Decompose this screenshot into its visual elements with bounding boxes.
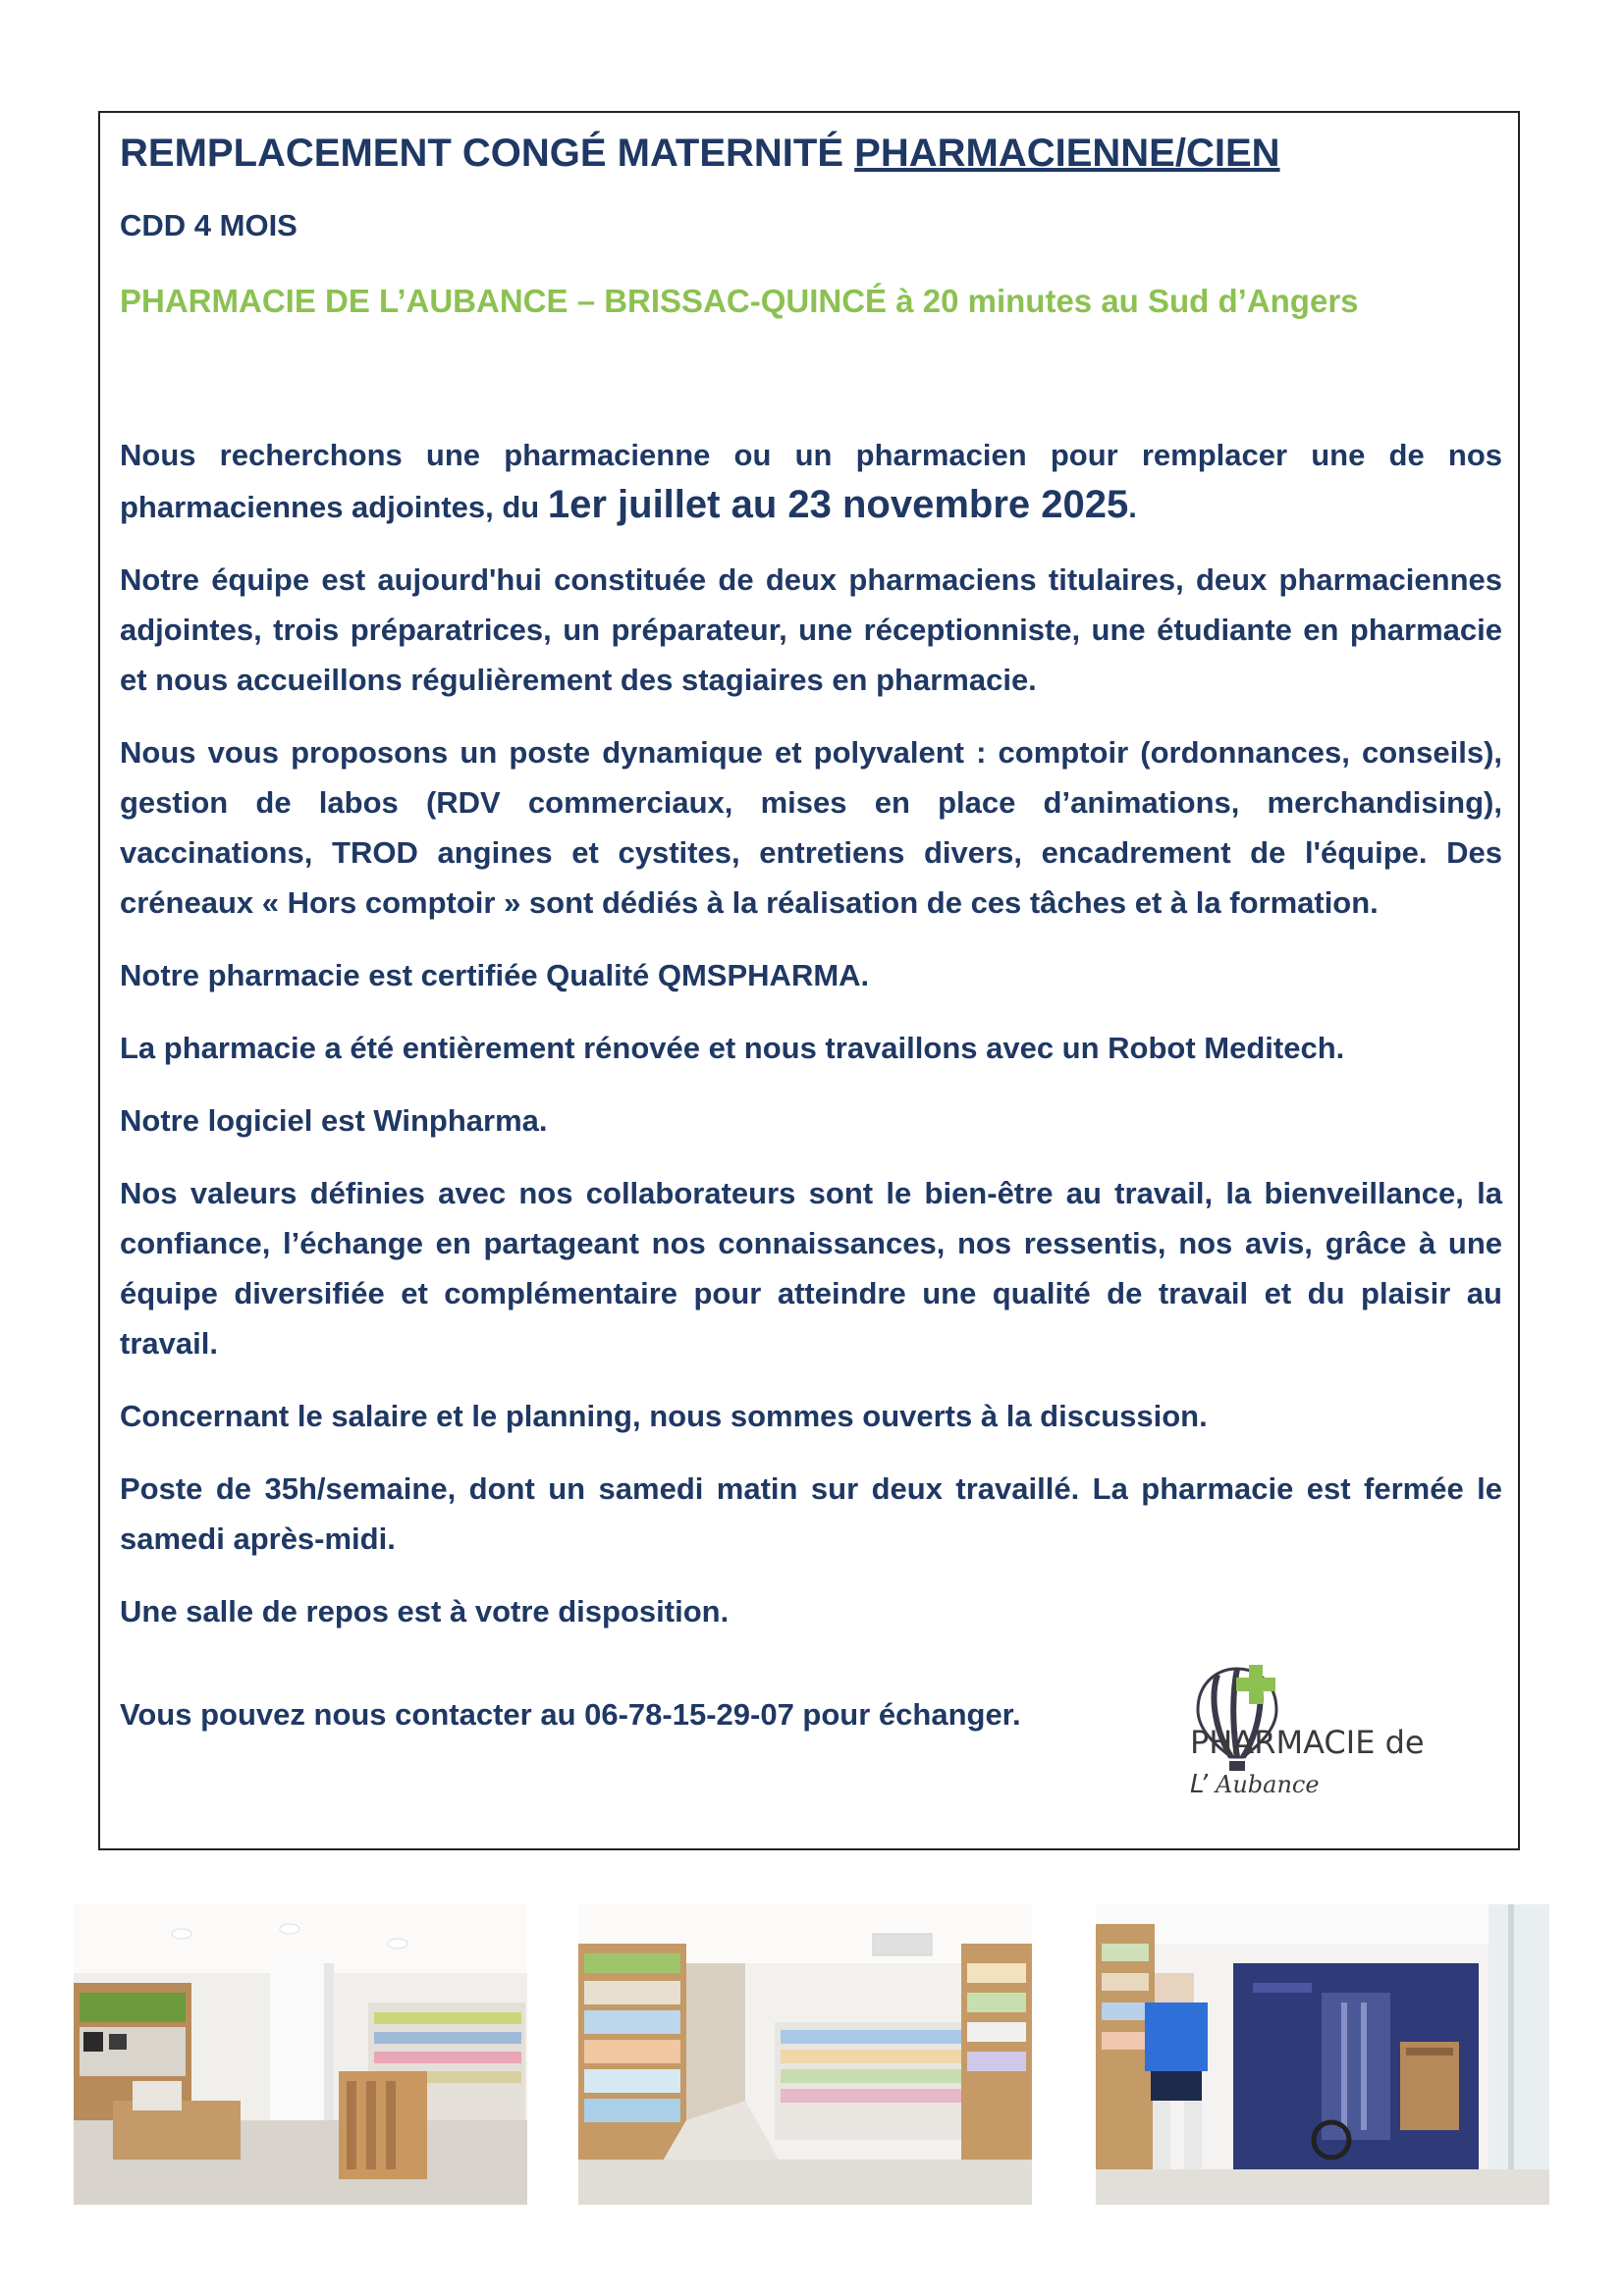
salary-paragraph: Concernant le salaire et le planning, nous sommes ouverts à la discussion.: [120, 1399, 1208, 1433]
cross-icon: [1236, 1665, 1275, 1704]
contract-type: CDD 4 MOIS: [120, 208, 298, 242]
photo-pharmacy-counter: [74, 1904, 527, 2205]
logo-line2-script: Aubance: [1216, 1771, 1320, 1798]
intro-text: Nous recherchons une pharmacienne ou un pharmacien pour remplacer une de nos pharmaciennes adjointes, du: [120, 438, 1502, 524]
intro-paragraph: [120, 430, 1502, 532]
software-paragraph: Notre logiciel est Winpharma.: [120, 1103, 548, 1138]
photo-pharmacy-aisle: [578, 1904, 1032, 2205]
contact-paragraph: Vous pouvez nous contacter au 06-78-15-29-07 pour échanger.: [120, 1697, 1021, 1732]
announcement-content: [120, 128, 1502, 1739]
intro-end: .: [1128, 490, 1137, 524]
break-room-paragraph: Une salle de repos est à votre disposition.: [120, 1594, 730, 1629]
role-paragraph: Nous vous proposons un poste dynamique et polyvalent : comptoir (ordonnances, conseils), gestion de labos (RDV commerciaux, mises en place d’animations, merchandising), vaccinations, TROD angines et cystites, entretiens divers, encadrement de l'équipe. Des créneaux « Hors comptoir » sont dédiés à la réalisation de ces tâches et à la formation.: [120, 735, 1502, 920]
pharmacy-logo: [1188, 1659, 1463, 1806]
renovation-paragraph: La pharmacie a été entièrement rénovée et nous travaillons avec un Robot Meditech.: [120, 1031, 1345, 1065]
page-title: [120, 128, 1502, 179]
team-paragraph: Notre équipe est aujourd'hui constituée de deux pharmaciens titulaires, deux pharmaciennes adjointes, trois préparatrices, un préparateur, une réceptionniste, une étudiante en pharmacie et nous accueillons régulièrement des stagiaires en pharmacie.: [120, 562, 1502, 697]
schedule-paragraph: Poste de 35h/semaine, dont un samedi matin sur deux travaillé. La pharmacie est fermée le samedi après-midi.: [120, 1471, 1502, 1556]
values-paragraph: Nos valeurs définies avec nos collaborateurs sont le bien-être au travail, la bienveillance, la confiance, l’échange en partageant nos connaissances, nos ressentis, nos avis, grâce à une équipe diversifiée et complémentaire pour atteindre une qualité de travail et du plaisir au travail.: [120, 1176, 1502, 1361]
logo-line1: PHARMACIE de: [1190, 1724, 1425, 1761]
intro-dates: 1er juillet au 23 novembre 2025: [547, 483, 1129, 526]
pharmacy-location: PHARMACIE DE L’AUBANCE – BRISSAC-QUINCÉ à 20 minutes au Sud d’Angers: [120, 283, 1359, 319]
title-prefix: REMPLACEMENT CONGÉ MATERNITÉ: [120, 132, 855, 175]
logo-line2-prefix: L’: [1190, 1770, 1209, 1799]
photo-pharmacy-orthopedics: [1096, 1904, 1549, 2205]
quality-paragraph: Notre pharmacie est certifiée Qualité QMSPHARMA.: [120, 958, 870, 992]
title-job: PHARMACIENNE/CIEN: [854, 132, 1280, 175]
